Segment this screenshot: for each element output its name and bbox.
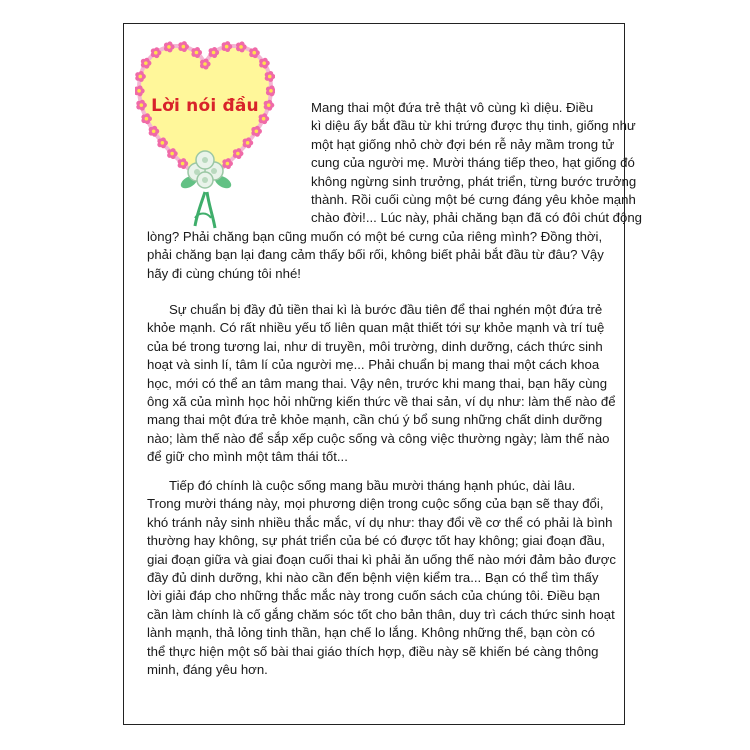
paragraph-line: thành. Rồi cuối cùng một bé cưng đáng yêu khỏe mạnh <box>311 192 636 208</box>
heart-frame <box>135 32 275 232</box>
paragraph-line: lòng? Phải chăng bạn cũng muốn có một bé cưng của riêng mình? Đồng thời, <box>147 229 603 244</box>
paragraph-line: không ngừng sinh trưởng, phát triển, từng bước trưởng <box>311 173 637 189</box>
paragraph-line: nào; làm thế nào để sắp xếp cuộc sống và công việc thường ngày; làm thế nào <box>147 430 610 446</box>
paragraph-line: Mang thai một đứa trẻ thật vô cùng kì diệu. Điều <box>311 100 594 115</box>
paragraph-line: thường hay không, sự phát triển của bé có được tốt hay không; giai đoạn đầu, <box>147 533 606 549</box>
paragraph-line: hãy đi cùng chúng tôi nhé! <box>147 265 301 281</box>
paragraph-line: ông xã của mình học hỏi những kiến thức về thai sản, ví dụ như: làm thế nào để <box>147 394 616 410</box>
paragraph-line: hoạt và sinh lí, tâm lí của người mẹ... Phải chuẩn bị mang thai một cách khoa <box>147 357 600 373</box>
paragraph-line: học, mới có thể an tâm mang thai. Vậy nên, trước khi mang thai, bạn hãy cùng <box>147 375 608 391</box>
flower-icon <box>264 100 275 111</box>
paragraph-line: đầy đủ dinh dưỡng, khi nào cần đến bệnh viện kiểm tra... Bạn có thể tìm thấy <box>147 570 599 586</box>
paragraph-line: Trong mười tháng này, mọi phương diện trong cuộc sống của bạn sẽ thay đổi, <box>147 496 604 512</box>
paragraph-line: khỏe mạnh. Có rất nhiều yếu tố liên quan mật thiết tới sự khỏe mạnh và trí tuệ <box>147 320 605 336</box>
paragraph-1-intro <box>311 99 643 228</box>
paragraph-line: mang thai một đứa trẻ khỏe mạnh, cần chú ý bổ sung những chất dinh dưỡng <box>147 412 603 428</box>
paragraph-line: phải chăng bạn lại đang cảm thấy bối rối, không biết phải bắt đầu từ đâu? Vậy <box>147 247 604 263</box>
paragraph-line: một hạt giống nhỏ chờ đợi bén rễ nảy mầm trong tử <box>311 136 615 152</box>
paragraph-line: Sự chuẩn bị đầy đủ tiền thai kì là bước đầu tiên để thai nghén một đứa trẻ <box>169 302 603 317</box>
paragraph-line: lành mạnh, thả lỏng tinh thần, hạn chế lo lắng. Không những thế, bạn còn có <box>147 625 596 641</box>
flower-icon <box>265 71 275 82</box>
paragraph-line: Tiếp đó chính là cuộc sống mang bầu mười tháng hạnh phúc, dài lâu. <box>169 478 576 493</box>
paragraph-line: khó tránh nảy sinh nhiều thắc mắc, ví dụ như: thay đổi về cơ thể có phải là bình <box>147 514 613 530</box>
paragraph-1-cont <box>147 228 612 283</box>
paragraph-line: minh, đáng yêu hơn. <box>147 662 268 678</box>
paragraph-line: của bé trong tương lai, như di truyền, môi trường, dinh dưỡng, cách thức sinh <box>147 338 603 354</box>
paragraph-line: giai đoạn giữa và giai đoạn cuối thai kì phải ăn uống thế nào mới đảm bảo được <box>147 551 616 567</box>
page-title: Lời nói đầu <box>151 96 259 116</box>
paragraph-line: để giữ cho mình một tâm thái tốt... <box>147 449 348 465</box>
paragraph-line: lời giải đáp cho những thắc mắc này trong cuốn sách của chúng tôi. Điều bạn <box>147 588 600 604</box>
paragraph-line: thể thực hiện một số bài thai giáo thích hợp, điều này sẽ khiến bé càng thông <box>147 643 599 659</box>
heart-flower-frame-icon <box>135 32 275 232</box>
document-page <box>123 23 643 725</box>
paragraph-line: chào đời!... Lúc này, phải chăng bạn đã có đôi chút động <box>311 210 643 226</box>
paragraph-line: cần làm chính là cố gắng chăm sóc tốt cho bản thân, duy trì cách thức sinh hoạt <box>147 606 615 622</box>
flower-icon <box>266 85 275 96</box>
paragraph-3 <box>147 477 616 679</box>
paragraph-line: cung của người mẹ. Mười tháng tiếp theo, hạt giống đó <box>311 155 635 171</box>
paragraph-2 <box>147 301 616 467</box>
paragraph-line: kì diệu ấy bắt đầu từ khi trứng được thụ tinh, giống như <box>311 118 636 134</box>
